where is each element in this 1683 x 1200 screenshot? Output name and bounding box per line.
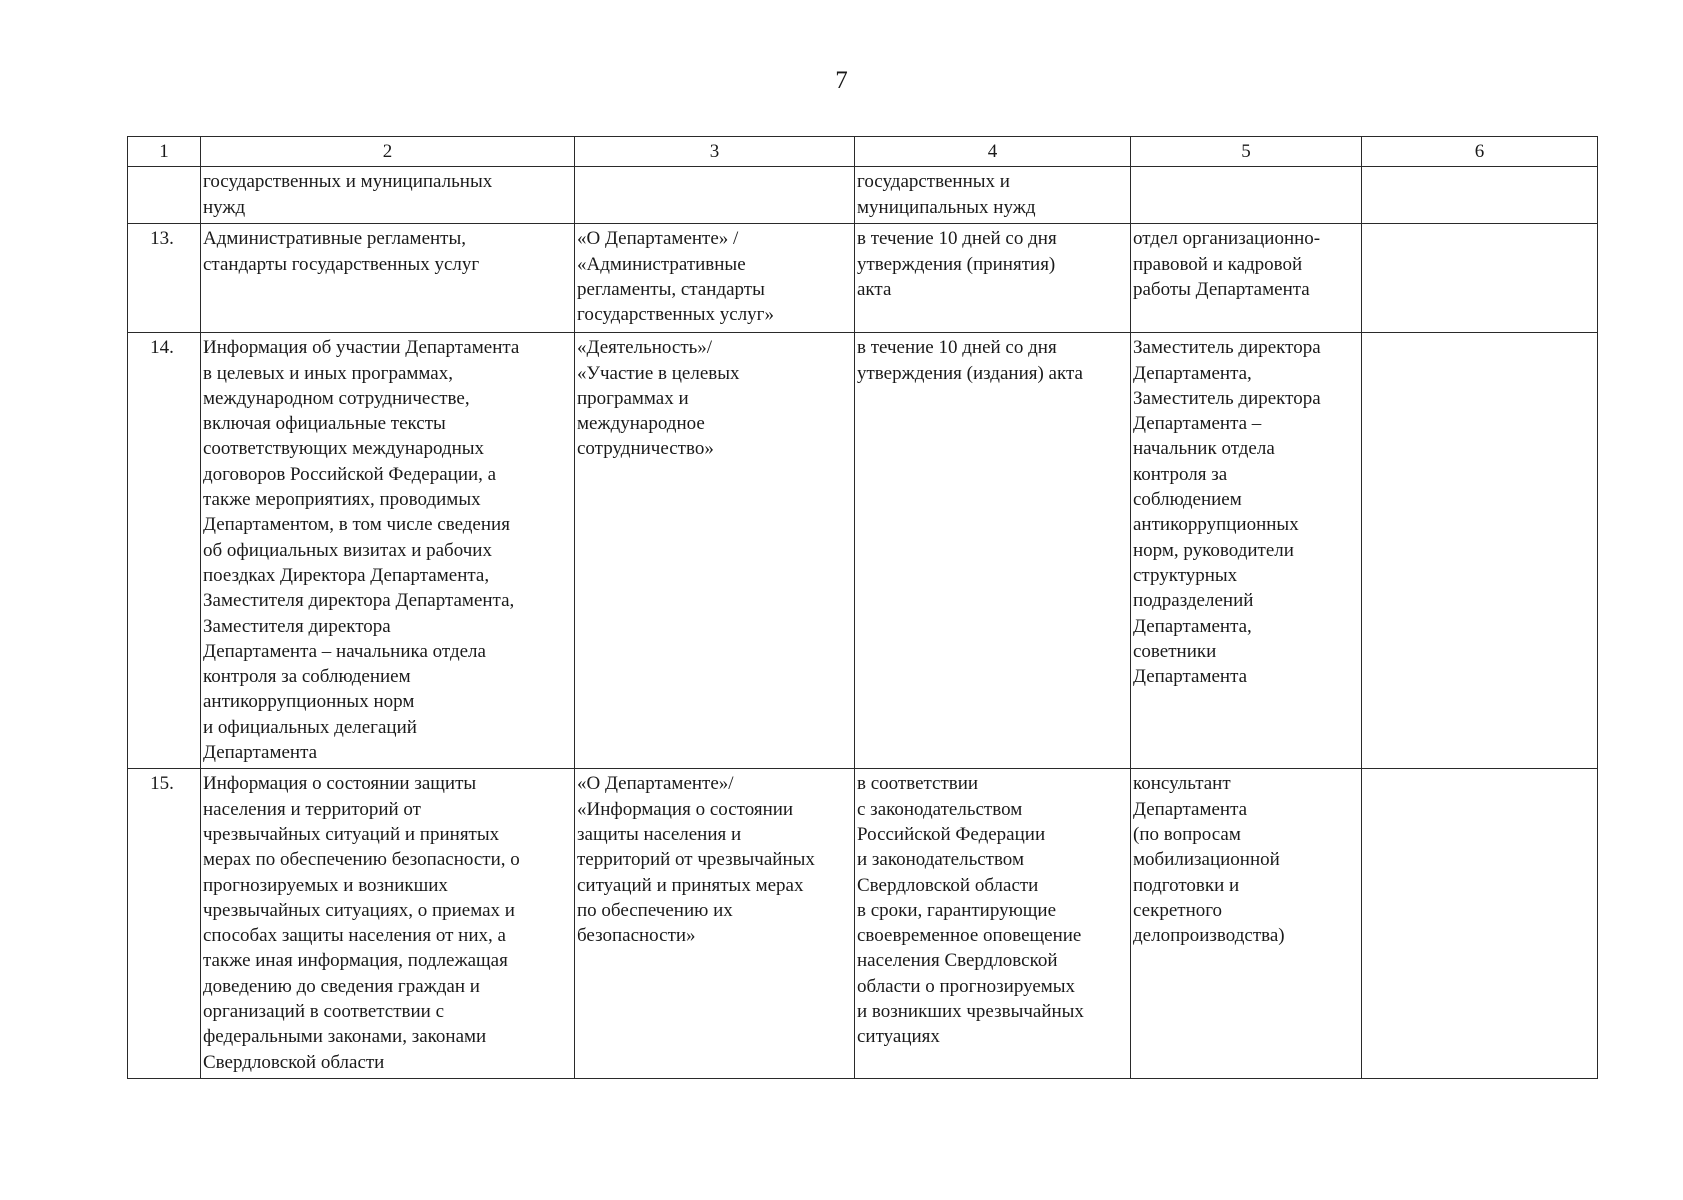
info-text: государственных и муниципальных нужд [203, 171, 493, 218]
term-cell [855, 769, 1131, 1079]
info-text: Информация об участии Департамента в целевых и иных программах, международном сотрудничестве, включая официальные тексты соответствующих международных договоров Российской Федерации, а также мероприятиях, проводимых Департаментом, в том числе сведения об официальных визитах и рабочих поездках Директора Департамента, Заместителя директора Департамента, Заместителя директора Департамента – начальника отдела контроля за соблюдением антикоррупционных норм и официальных делегаций Департамента [203, 337, 520, 764]
responsible-cell [1131, 167, 1362, 224]
responsible-text: Заместитель директора Департамента, Заместитель директора Департамента – начальник отдела контроля за соблюдением антикоррупционных норм, руководители структурных подразделений Департамента, советники Департамента [1133, 337, 1321, 688]
column-header: 5 [1131, 137, 1362, 167]
column-header: 4 [855, 137, 1131, 167]
section-text: «О Департаменте»/ «Информация о состоянии защиты населения и территорий от чрезвычайных ситуаций и принятых мерах по обеспечению их безопасности» [577, 773, 815, 947]
table-row [128, 224, 1598, 333]
page-number: 7 [835, 67, 848, 94]
section-text: «Деятельность»/ «Участие в целевых программах и международное сотрудничество» [577, 337, 740, 460]
row-number-cell [128, 769, 201, 1079]
row-number: 14. [150, 337, 174, 359]
info-cell [201, 224, 575, 333]
responsible-cell [1131, 224, 1362, 333]
info-text: Информация о состоянии защиты населения и территорий от чрезвычайных ситуаций и принятых мерах по обеспечению безопасности, о прогнозируемых и возникших чрезвычайных ситуациях, о приемах и способах защиты населения от них, а также иная информация, подлежащая доведению до сведения граждан и организаций в соответствии с федеральными законами, законами Свердловской области [203, 773, 520, 1073]
table-header-row [128, 137, 1598, 167]
term-text: в соответствии с законодательством Российской Федерации и законодательством Свердловской области в сроки, гарантирующие своевременное оповещение населения Свердловской области о прогнозируемых и возникших чрезвычайных ситуациях [857, 773, 1084, 1048]
row-number-cell [128, 167, 201, 224]
column-header: 6 [1362, 137, 1598, 167]
term-text: в течение 10 дней со дня утверждения (принятия) акта [857, 228, 1057, 300]
section-cell [575, 333, 855, 769]
extra-cell [1362, 333, 1598, 769]
row-number-cell [128, 333, 201, 769]
row-number: 13. [150, 228, 174, 250]
column-header: 2 [201, 137, 575, 167]
table-row [128, 333, 1598, 769]
information-table [127, 136, 1598, 1079]
section-text: «О Департаменте» / «Административные регламенты, стандарты государственных услуг» [577, 228, 774, 326]
extra-cell [1362, 769, 1598, 1079]
column-header: 3 [575, 137, 855, 167]
row-number-cell [128, 224, 201, 333]
section-cell [575, 769, 855, 1079]
term-cell [855, 224, 1131, 333]
term-cell [855, 333, 1131, 769]
section-cell [575, 167, 855, 224]
info-cell [201, 167, 575, 224]
info-cell [201, 769, 575, 1079]
table-row [128, 167, 1598, 224]
extra-cell [1362, 167, 1598, 224]
responsible-text: отдел организационно- правовой и кадровой работы Департамента [1133, 228, 1321, 300]
info-cell [201, 333, 575, 769]
row-number: 15. [150, 773, 174, 795]
responsible-cell [1131, 333, 1362, 769]
term-text: государственных и муниципальных нужд [857, 171, 1036, 218]
responsible-text: консультант Департамента (по вопросам мобилизационной подготовки и секретного делопроизводства) [1133, 773, 1285, 947]
table-row [128, 769, 1598, 1079]
column-header: 1 [128, 137, 201, 167]
section-cell [575, 224, 855, 333]
info-text: Административные регламенты, стандарты государственных услуг [203, 228, 480, 275]
term-cell [855, 167, 1131, 224]
responsible-cell [1131, 769, 1362, 1079]
term-text: в течение 10 дней со дня утверждения (издания) акта [857, 337, 1083, 384]
extra-cell [1362, 224, 1598, 333]
